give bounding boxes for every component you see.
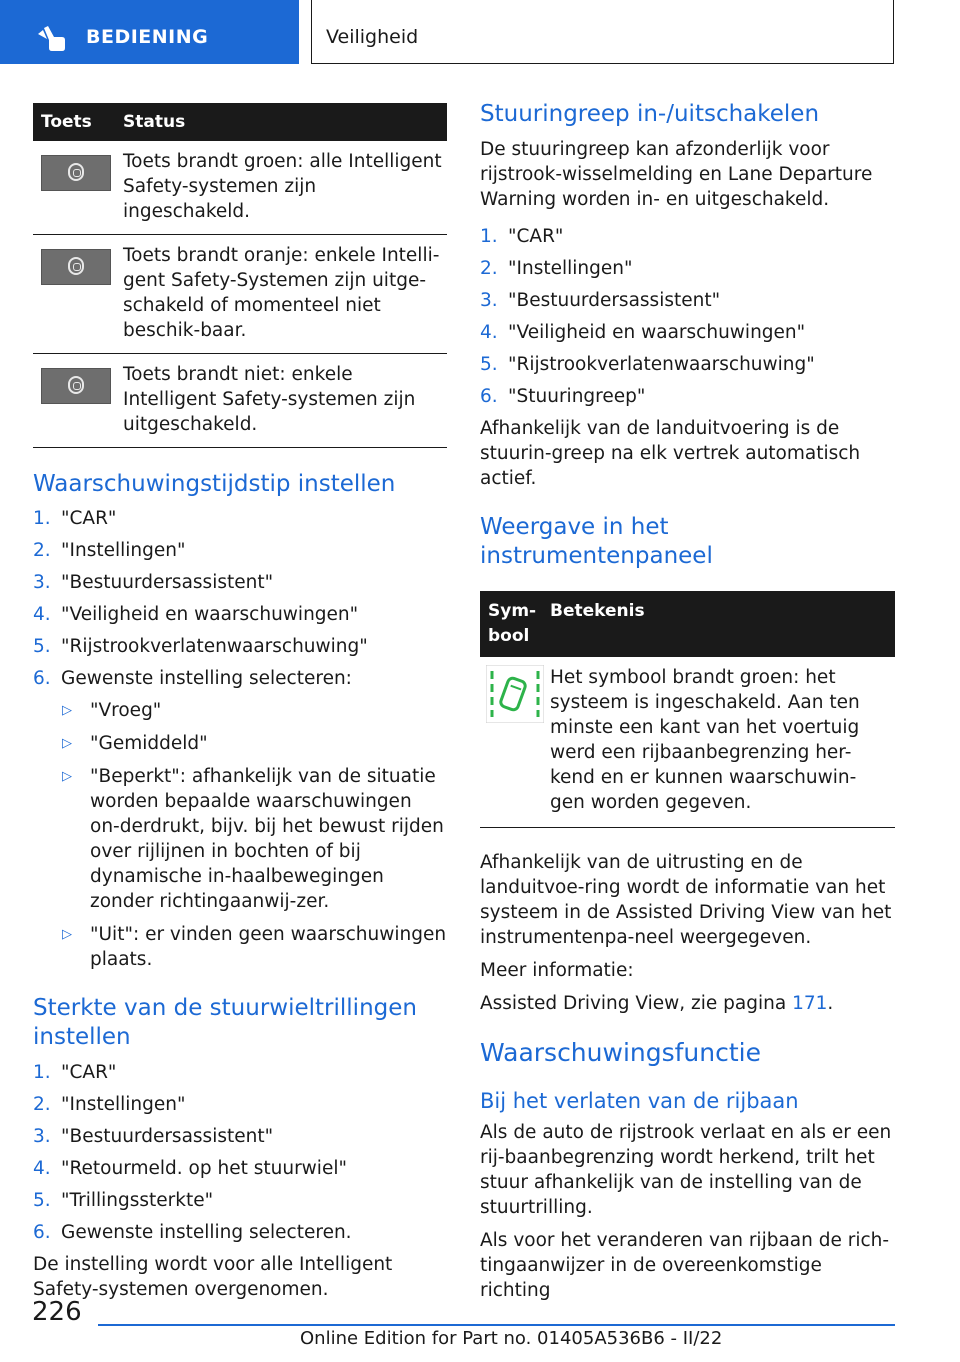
body-text: Als de auto de rijstrook verlaat en als er een rij-baanbegrenzing wordt herkend, trilt het stuur afhankelijk van de instelling van de stuurtrilling. [480, 1122, 892, 1218]
list-item: 4. "Retourmeld. op het stuurwiel" [33, 1158, 347, 1179]
intro-text: De stuuringreep kan afzonderlijk voor rijstrook-wisselmelding en Lane Departure Warning worden in- en uitgeschakeld. [480, 139, 873, 210]
subsection-title: Bij het verlaten van de rijbaan [480, 1089, 799, 1113]
body-text: Als voor het veranderen van rijbaan de rich-tingaanwijzer in de overeenkomstige richting [480, 1230, 890, 1301]
list-item: 3. "Bestuurdersassistent" [33, 572, 274, 593]
list-item: 2. "Instellingen" [480, 258, 633, 279]
page-link[interactable]: 171 [792, 993, 828, 1014]
steps-list [480, 224, 895, 409]
list-item: 5. "Rijstrookverlatenwaarschuwing" [33, 636, 368, 657]
meaning-text: Het symbool brandt groen: het systeem is ingeschakeld. Aan ten minste een kant van het voertuig werd een rijbaanbegrenzing her-kend en er kunnen waarschuwin-gen worden gegeven. [550, 657, 895, 828]
intelligent-safety-key-icon [41, 368, 111, 404]
table-header-key: Toets [33, 103, 123, 141]
hand-pointer-icon [38, 26, 68, 52]
table-row [33, 235, 447, 354]
list-item: 1. "CAR" [33, 1062, 117, 1083]
table-row [33, 354, 447, 448]
key-status-table [33, 103, 447, 448]
list-item: 6. Gewenste instelling selecteren: [33, 668, 352, 689]
section-title: Weergave in het instrumentenpaneel [480, 514, 713, 569]
list-item: 1. "CAR" [480, 226, 564, 247]
body-text: Meer informatie: [480, 960, 634, 981]
status-text: Toets brandt niet: enkele Intelligent Safety-systemen zijn uitgeschakeld. [123, 354, 447, 448]
section-title: Sterkte van de stuurwieltrillingen instellen [33, 995, 417, 1050]
body-text: Afhankelijk van de uitrusting en de landuitvoe-ring wordt de informatie van het systeem in de Assisted Driving View van het instrumentenpa-neel weergegeven. [480, 852, 892, 948]
list-item: 1. "CAR" [33, 508, 117, 529]
triangle-bullet-icon: ▷ [62, 769, 72, 784]
section-label: BEDIENING [86, 26, 209, 48]
list-item: 5. "Trillingssterkte" [33, 1190, 214, 1211]
status-text: Toets brandt groen: alle Intelligent Safety-systemen zijn ingeschakeld. [123, 141, 447, 235]
section-title: Stuuringreep in-/uitschakelen [480, 101, 820, 127]
list-item: ▷ "Gemiddeld" [62, 733, 208, 754]
body-text: Afhankelijk van de landuitvoering is de stuurin-greep na elk vertrek automatisch actief. [480, 418, 861, 489]
right-column [480, 100, 895, 1311]
triangle-bullet-icon: ▷ [62, 703, 72, 718]
list-item: 6. "Stuuringreep" [480, 386, 646, 407]
intelligent-safety-key-icon [41, 249, 111, 285]
status-text: Toets brandt oranje: enkele Intelli-gent Safety-Systemen zijn uitge-schakeld of momenteel niet beschik-baar. [123, 235, 447, 354]
table-header-symbol: Sym-bool [480, 591, 550, 657]
steps-list [33, 506, 447, 691]
list-item: 2. "Instellingen" [33, 540, 186, 561]
chapter-label: Veiligheid [326, 26, 419, 48]
list-item: ▷ "Vroeg" [62, 700, 162, 721]
steps-list [33, 1060, 447, 1245]
table-row [33, 141, 447, 235]
footer-divider [98, 1324, 895, 1326]
triangle-bullet-icon: ▷ [62, 927, 72, 942]
reference-text: Assisted Driving View, zie pagina 171. [480, 993, 834, 1014]
page-number: 226 [32, 1297, 82, 1327]
lane-departure-warning-icon [486, 665, 544, 723]
intelligent-safety-key-icon [41, 155, 111, 191]
list-item: 3. "Bestuurdersassistent" [480, 290, 721, 311]
list-item: 4. "Veiligheid en waarschuwingen" [33, 604, 359, 625]
table-header-meaning: Betekenis [550, 591, 895, 657]
header-chapter [311, 0, 894, 64]
left-column [33, 103, 447, 1310]
header-section-tab[interactable] [0, 0, 299, 64]
footer-edition: Online Edition for Part no. 01405A536B6 - II/22 [300, 1328, 723, 1349]
list-item: 2. "Instellingen" [33, 1094, 186, 1115]
table-header-status: Status [123, 103, 447, 141]
triangle-bullet-icon: ▷ [62, 736, 72, 751]
options-list [33, 698, 447, 972]
list-item: ▷ "Beperkt": afhankelijk van de situatie worden bepaalde waarschuwingen on-derdrukt, bijv. bij het bewust rijden over rijlijnen in bochten of bij dynamische in-haalbewegingen zonder richtingaanwij-zer. [62, 766, 444, 912]
symbol-table [480, 591, 895, 828]
list-item: 3. "Bestuurdersassistent" [33, 1126, 274, 1147]
list-item: 5. "Rijstrookverlatenwaarschuwing" [480, 354, 815, 375]
section-title: Waarschuwingsfunctie [480, 1038, 761, 1067]
note-text: De instelling wordt voor alle Intelligent Safety-systemen overgenomen. [33, 1254, 393, 1300]
section-title: Waarschuwingstijdstip instellen [33, 471, 396, 497]
list-item: 6. Gewenste instelling selecteren. [33, 1222, 352, 1243]
list-item: 4. "Veiligheid en waarschuwingen" [480, 322, 806, 343]
table-row [480, 657, 895, 828]
list-item: ▷ "Uit": er vinden geen waarschuwingen plaats. [62, 924, 447, 970]
